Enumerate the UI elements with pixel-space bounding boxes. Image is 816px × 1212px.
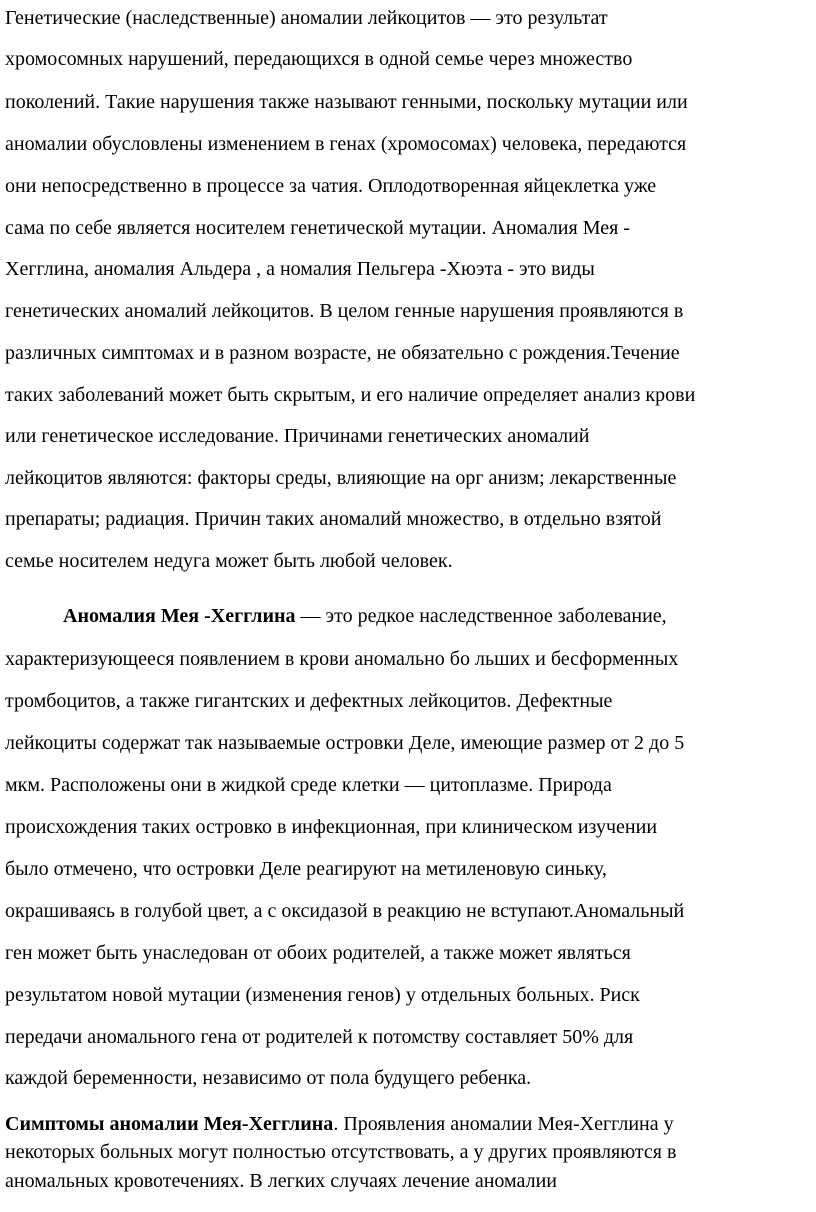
text-line: различных симптомах и в разном возрасте, не обязательно с рождения.Течение [5,342,680,364]
text-line: передачи аномального гена от родителей к потомству составляет 50% для [5,1026,634,1048]
bold-heading: Симптомы аномалии Мея-Хегглина [5,1113,334,1135]
text-run: . Проявления аномалии Мея-Хегглина у [333,1113,674,1135]
text-line: характеризующееся появлением в крови аномально бо льших и бесформенных [5,648,679,670]
text-line: окрашиваясь в голубой цвет, а с оксидазой в реакцию не вступают.Аномальный [5,900,685,922]
text-line: Генетические (наследственные) аномалии лейкоцитов — это результат [5,7,608,29]
text-line: препараты; радиация. Причин таких аномалий множество, в отдельно взятой [5,508,662,530]
text-line: происхождения таких островко в инфекционная, при клиническом изучении [5,816,658,838]
text-line: генетических аномалий лейкоцитов. В целом генные нарушения проявляются в [5,300,684,322]
bold-heading: Аномалия Мея -Хегглина [63,605,296,627]
text-line: было отмечено, что островки Деле реагируют на метиленовую синьку, [5,858,607,880]
text-line: мкм. Расположены они в жидкой среде клетки — цитоплазме. Природа [5,774,612,796]
text-line: Хегглина, аномалия Альдера , а номалия Пельгера -Хюэта - это виды [5,258,595,280]
text-line: тромбоцитов, а также гигантских и дефектных лейкоцитов. Дефектные [5,690,613,712]
text-line: некоторых больных могут полностью отсутствовать, а у других проявляются в [5,1141,677,1163]
text-run: — это редкое наследственное заболевание, [295,605,667,627]
text-line: поколений. Такие нарушения также называют генными, поскольку мутации или [5,91,688,113]
text-line [63,604,816,628]
text-line: результатом новой мутации (изменения генов) у отдельных больных. Риск [5,984,640,1006]
text-line: таких заболеваний может быть скрытым, и его наличие определяет анализ крови [5,384,696,406]
text-line: семье носителем недуга может быть любой человек. [5,550,453,572]
text-line: хромосомных нарушений, передающихся в одной семье через множество [5,48,633,70]
text-line: аномалии обусловлены изменением в генах (хромосомах) человека, передаются [5,133,687,155]
text-line: каждой беременности, независимо от пола будущего ребенка. [5,1067,532,1089]
text-line: аномальных кровотечениях. В легких случаях лечение аномалии [5,1170,557,1192]
text-line [5,1112,816,1136]
text-line: лейкоциты содержат так называемые островки Деле, имеющие размер от 2 до 5 [5,732,685,754]
text-line: они непосредственно в процессе за чатия. Оплодотворенная яйцеклетка уже [5,175,657,197]
text-line: ген может быть унаследован от обоих родителей, а также может являться [5,942,631,964]
text-line: лейкоцитов являются: факторы среды, влияющие на орг анизм; лекарственные [5,467,677,489]
text-line: или генетическое исследование. Причинами генетических аномалий [5,425,590,447]
text-line: сама по себе является носителем генетической мутации. Аномалия Мея - [5,217,630,239]
